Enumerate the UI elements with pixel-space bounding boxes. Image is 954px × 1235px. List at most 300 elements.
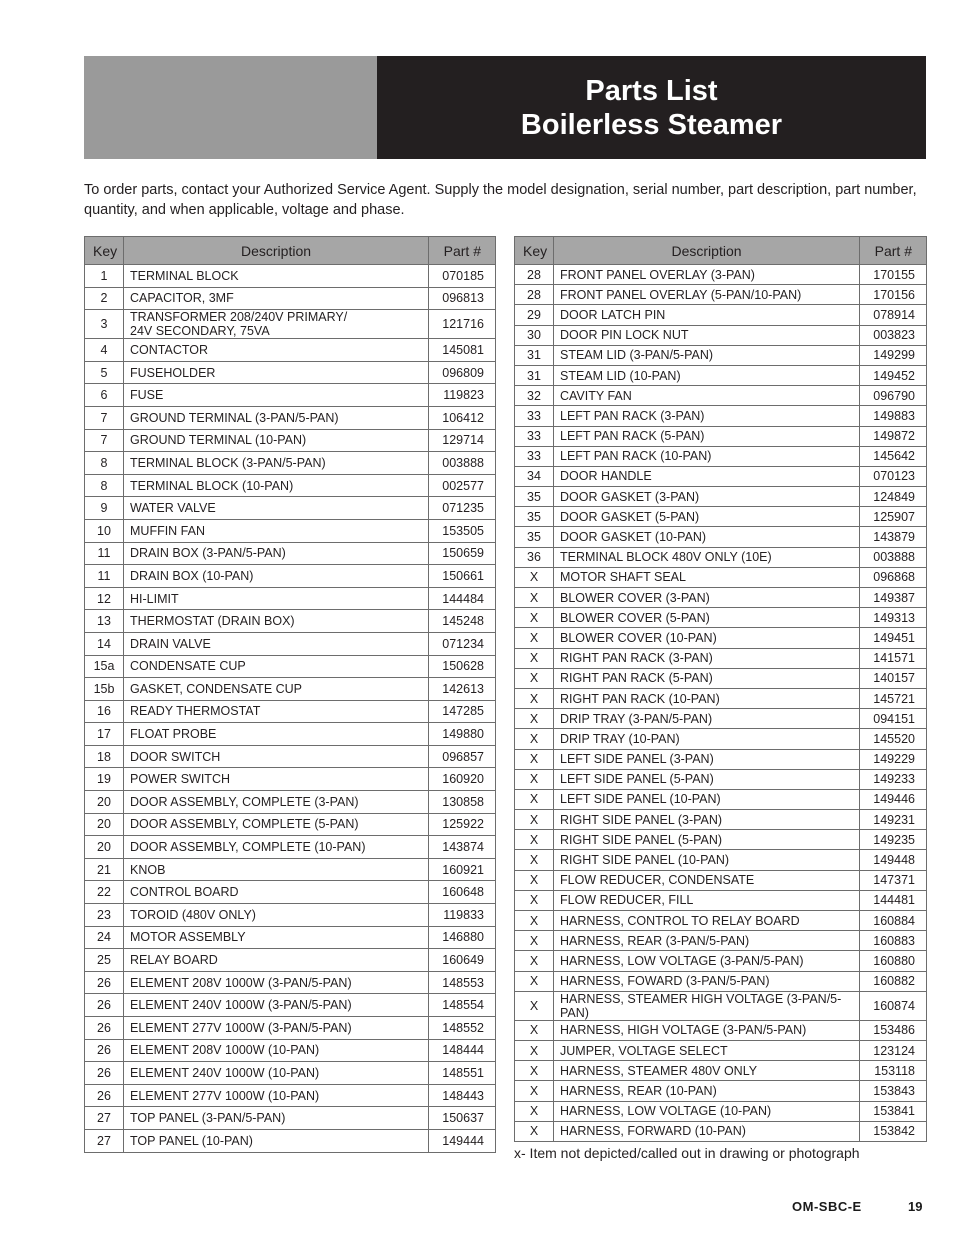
part-number: 124849 (860, 487, 927, 507)
table-row (515, 668, 927, 688)
table-row (85, 452, 496, 475)
part-description: TOP PANEL (10-PAN) (124, 1129, 429, 1152)
part-description: DRIP TRAY (10-PAN) (554, 729, 860, 749)
part-key: 36 (515, 547, 554, 567)
part-key: 7 (85, 429, 124, 452)
table-row (515, 709, 927, 729)
part-description: ELEMENT 208V 1000W (3-PAN/5-PAN) (124, 971, 429, 994)
table-row (515, 608, 927, 628)
header-title-block (377, 56, 926, 159)
part-description: MOTOR ASSEMBLY (124, 926, 429, 949)
table-row (515, 1020, 927, 1040)
part-description: FRONT PANEL OVERLAY (3-PAN) (554, 265, 860, 285)
table-row (85, 813, 496, 836)
table-row (85, 904, 496, 927)
part-description: GASKET, CONDENSATE CUP (124, 678, 429, 701)
part-number: 160874 (860, 991, 927, 1020)
part-number: 149229 (860, 749, 927, 769)
part-key: 33 (515, 426, 554, 446)
part-key: X (515, 648, 554, 668)
part-key: 35 (515, 487, 554, 507)
part-key: 10 (85, 519, 124, 542)
part-number: 150659 (429, 542, 496, 565)
part-number: 125907 (860, 507, 927, 527)
table-row (515, 688, 927, 708)
part-number: 153842 (860, 1121, 927, 1141)
part-description: TERMINAL BLOCK (3-PAN/5-PAN) (124, 452, 429, 475)
part-description: KNOB (124, 858, 429, 881)
part-description: LEFT SIDE PANEL (10-PAN) (554, 789, 860, 809)
part-number: 145520 (860, 729, 927, 749)
part-key: 11 (85, 542, 124, 565)
part-description: CAPACITOR, 3MF (124, 287, 429, 310)
table-row (85, 384, 496, 407)
part-key: X (515, 1040, 554, 1060)
part-description: DOOR GASKET (10-PAN) (554, 527, 860, 547)
part-description: LEFT SIDE PANEL (5-PAN) (554, 769, 860, 789)
table-row (515, 567, 927, 587)
table-row (515, 971, 927, 991)
part-number: 003888 (429, 452, 496, 475)
part-key: X (515, 810, 554, 830)
part-description: TERMINAL BLOCK (124, 265, 429, 288)
table-row (515, 325, 927, 345)
part-key: 33 (515, 406, 554, 426)
part-key: 26 (85, 1084, 124, 1107)
part-description: JUMPER, VOLTAGE SELECT (554, 1040, 860, 1060)
part-description: DOOR ASSEMBLY, COMPLETE (3-PAN) (124, 791, 429, 814)
part-description: HARNESS, REAR (3-PAN/5-PAN) (554, 931, 860, 951)
part-key: 35 (515, 507, 554, 527)
part-number: 149231 (860, 810, 927, 830)
table-row (515, 345, 927, 365)
part-key: X (515, 628, 554, 648)
part-number: 153505 (429, 519, 496, 542)
part-key: 3 (85, 310, 124, 339)
table-row (85, 565, 496, 588)
table-row (85, 926, 496, 949)
part-description: FLOAT PROBE (124, 723, 429, 746)
part-key: 26 (85, 1062, 124, 1085)
part-number: 096790 (860, 386, 927, 406)
part-key: 23 (85, 904, 124, 927)
part-description: DRAIN BOX (10-PAN) (124, 565, 429, 588)
table-row (515, 547, 927, 567)
part-number: 147371 (860, 870, 927, 890)
footnote: x- Item not depicted/called out in drawing or photograph (514, 1145, 860, 1161)
part-key: 20 (85, 836, 124, 859)
part-key: 29 (515, 305, 554, 325)
part-number: 149444 (429, 1129, 496, 1152)
part-key: X (515, 749, 554, 769)
table-row (515, 285, 927, 305)
part-description: DOOR GASKET (3-PAN) (554, 487, 860, 507)
part-description: HARNESS, STEAMER 480V ONLY (554, 1061, 860, 1081)
table-row (515, 1081, 927, 1101)
part-description: HARNESS, LOW VOLTAGE (10-PAN) (554, 1101, 860, 1121)
part-description: HARNESS, REAR (10-PAN) (554, 1081, 860, 1101)
table-row (515, 870, 927, 890)
part-number: 153486 (860, 1020, 927, 1040)
part-description: DOOR GASKET (5-PAN) (554, 507, 860, 527)
part-number: 149313 (860, 608, 927, 628)
part-key: 5 (85, 361, 124, 384)
table-row (85, 1084, 496, 1107)
part-description: FUSE (124, 384, 429, 407)
part-number: 071234 (429, 632, 496, 655)
part-description: TOROID (480V ONLY) (124, 904, 429, 927)
table-row (515, 426, 927, 446)
part-number: 160882 (860, 971, 927, 991)
part-description: RIGHT PAN RACK (10-PAN) (554, 688, 860, 708)
part-number: 153118 (860, 1061, 927, 1081)
part-number: 145081 (429, 339, 496, 362)
part-description: LEFT PAN RACK (5-PAN) (554, 426, 860, 446)
part-key: X (515, 1101, 554, 1121)
table-row (85, 287, 496, 310)
part-key: X (515, 931, 554, 951)
table-row (515, 850, 927, 870)
part-number: 149883 (860, 406, 927, 426)
part-key: 12 (85, 587, 124, 610)
part-description: DOOR HANDLE (554, 466, 860, 486)
table-row (85, 1039, 496, 1062)
table-row (85, 791, 496, 814)
table-row (515, 446, 927, 466)
part-number: 160649 (429, 949, 496, 972)
table-row (515, 406, 927, 426)
part-number: 140157 (860, 668, 927, 688)
part-number: 106412 (429, 406, 496, 429)
table-row (85, 745, 496, 768)
column-header-part: Part # (860, 237, 927, 265)
header-gray-block (84, 56, 377, 159)
part-number: 150661 (429, 565, 496, 588)
part-number: 002577 (429, 474, 496, 497)
part-number: 145721 (860, 688, 927, 708)
part-description: LEFT PAN RACK (3-PAN) (554, 406, 860, 426)
part-description: POWER SWITCH (124, 768, 429, 791)
table-row (85, 1129, 496, 1152)
part-description: DRAIN BOX (3-PAN/5-PAN) (124, 542, 429, 565)
part-description: DOOR ASSEMBLY, COMPLETE (10-PAN) (124, 836, 429, 859)
part-description: HARNESS, HIGH VOLTAGE (3-PAN/5-PAN) (554, 1020, 860, 1040)
part-description: WATER VALVE (124, 497, 429, 520)
column-header-description: Description (554, 237, 860, 265)
table-row (85, 971, 496, 994)
part-key: 27 (85, 1107, 124, 1130)
part-description: FUSEHOLDER (124, 361, 429, 384)
table-row (515, 588, 927, 608)
part-key: X (515, 911, 554, 931)
part-number: 148444 (429, 1039, 496, 1062)
part-description: DOOR ASSEMBLY, COMPLETE (5-PAN) (124, 813, 429, 836)
part-description: ELEMENT 208V 1000W (10-PAN) (124, 1039, 429, 1062)
part-key: 18 (85, 745, 124, 768)
part-number: 145248 (429, 610, 496, 633)
table-row (515, 1040, 927, 1060)
part-description: CONTROL BOARD (124, 881, 429, 904)
part-key: X (515, 951, 554, 971)
page-number: 19 (908, 1199, 923, 1214)
part-description: BLOWER COVER (5-PAN) (554, 608, 860, 628)
part-description: RELAY BOARD (124, 949, 429, 972)
part-description: ELEMENT 277V 1000W (10-PAN) (124, 1084, 429, 1107)
table-row (85, 587, 496, 610)
part-number: 149387 (860, 588, 927, 608)
part-number: 160880 (860, 951, 927, 971)
page-title-line1: Parts List (585, 74, 718, 107)
part-number: 148554 (429, 994, 496, 1017)
part-key: 20 (85, 813, 124, 836)
table-row (515, 507, 927, 527)
part-description: FLOW REDUCER, FILL (554, 890, 860, 910)
part-key: 26 (85, 994, 124, 1017)
part-number: 121716 (429, 310, 496, 339)
table-row (85, 361, 496, 384)
part-key: X (515, 729, 554, 749)
table-header-row (515, 237, 927, 265)
part-description: TERMINAL BLOCK 480V ONLY (10E) (554, 547, 860, 567)
part-number: 119833 (429, 904, 496, 927)
part-key: X (515, 870, 554, 890)
table-row (85, 1107, 496, 1130)
part-description: RIGHT SIDE PANEL (10-PAN) (554, 850, 860, 870)
part-number: 149451 (860, 628, 927, 648)
part-key: 26 (85, 1039, 124, 1062)
part-description: READY THERMOSTAT (124, 700, 429, 723)
part-key: 1 (85, 265, 124, 288)
part-number: 071235 (429, 497, 496, 520)
parts-table-right (514, 236, 927, 1142)
part-description: CAVITY FAN (554, 386, 860, 406)
part-number: 153843 (860, 1081, 927, 1101)
part-description: LEFT SIDE PANEL (3-PAN) (554, 749, 860, 769)
table-row (515, 1061, 927, 1081)
table-row (85, 678, 496, 701)
part-number: 149299 (860, 345, 927, 365)
parts-table-left (84, 236, 496, 1153)
part-key: 6 (85, 384, 124, 407)
table-row (515, 305, 927, 325)
part-description: CONDENSATE CUP (124, 655, 429, 678)
part-key: 26 (85, 1017, 124, 1040)
part-key: X (515, 709, 554, 729)
page-header (84, 56, 926, 159)
part-key: X (515, 608, 554, 628)
part-description: HARNESS, STEAMER HIGH VOLTAGE (3-PAN/5-PAN) (554, 991, 860, 1020)
part-description: MUFFIN FAN (124, 519, 429, 542)
table-row (515, 911, 927, 931)
part-number: 119823 (429, 384, 496, 407)
part-key: 30 (515, 325, 554, 345)
part-number: 096868 (860, 567, 927, 587)
part-number: 141571 (860, 648, 927, 668)
part-number: 143874 (429, 836, 496, 859)
part-key: 2 (85, 287, 124, 310)
part-description: HARNESS, FOWARD (3-PAN/5-PAN) (554, 971, 860, 991)
part-description: CONTACTOR (124, 339, 429, 362)
table-row (85, 858, 496, 881)
part-number: 123124 (860, 1040, 927, 1060)
part-description: DOOR LATCH PIN (554, 305, 860, 325)
table-row (515, 991, 927, 1020)
part-description: THERMOSTAT (DRAIN BOX) (124, 610, 429, 633)
table-row (515, 487, 927, 507)
part-key: 32 (515, 386, 554, 406)
part-description: TERMINAL BLOCK (10-PAN) (124, 474, 429, 497)
table-row (515, 527, 927, 547)
intro-paragraph: To order parts, contact your Authorized Service Agent. Supply the model designation, serial number, part description, part number, quantity, and when applicable, voltage and phase. (84, 182, 917, 218)
part-number: 142613 (429, 678, 496, 701)
part-key: 4 (85, 339, 124, 362)
part-description: ELEMENT 240V 1000W (10-PAN) (124, 1062, 429, 1085)
table-row (515, 365, 927, 385)
table-row (85, 1017, 496, 1040)
part-description: FRONT PANEL OVERLAY (5-PAN/10-PAN) (554, 285, 860, 305)
part-key: X (515, 890, 554, 910)
part-description: LEFT PAN RACK (10-PAN) (554, 446, 860, 466)
part-description: DOOR SWITCH (124, 745, 429, 768)
part-key: X (515, 668, 554, 688)
part-description: STEAM LID (10-PAN) (554, 365, 860, 385)
part-description: TOP PANEL (3-PAN/5-PAN) (124, 1107, 429, 1130)
part-key: X (515, 789, 554, 809)
part-number: 149872 (860, 426, 927, 446)
part-description: DRIP TRAY (3-PAN/5-PAN) (554, 709, 860, 729)
part-description: HI-LIMIT (124, 587, 429, 610)
part-description: RIGHT SIDE PANEL (5-PAN) (554, 830, 860, 850)
table-header-row (85, 237, 496, 265)
table-row (85, 429, 496, 452)
table-row (85, 994, 496, 1017)
table-row (85, 339, 496, 362)
table-row (515, 628, 927, 648)
part-key: 31 (515, 365, 554, 385)
table-row (515, 648, 927, 668)
part-key: 35 (515, 527, 554, 547)
part-number: 153841 (860, 1101, 927, 1121)
table-row (85, 768, 496, 791)
part-number: 149446 (860, 789, 927, 809)
part-key: 17 (85, 723, 124, 746)
part-number: 148551 (429, 1062, 496, 1085)
part-number: 078914 (860, 305, 927, 325)
part-key: X (515, 1081, 554, 1101)
part-number: 170155 (860, 265, 927, 285)
table-row (85, 1062, 496, 1085)
part-key: 26 (85, 971, 124, 994)
part-number: 149448 (860, 850, 927, 870)
part-key: 8 (85, 452, 124, 475)
part-key: 27 (85, 1129, 124, 1152)
part-number: 096813 (429, 287, 496, 310)
part-key: X (515, 1020, 554, 1040)
part-description: DRAIN VALVE (124, 632, 429, 655)
column-header-key: Key (85, 237, 124, 265)
part-description: HARNESS, CONTROL TO RELAY BOARD (554, 911, 860, 931)
table-row (515, 749, 927, 769)
part-key: 28 (515, 265, 554, 285)
part-number: 149235 (860, 830, 927, 850)
part-key: 15b (85, 678, 124, 701)
table-row (85, 265, 496, 288)
part-number: 070185 (429, 265, 496, 288)
part-number: 149233 (860, 769, 927, 789)
part-key: 21 (85, 858, 124, 881)
part-key: 20 (85, 791, 124, 814)
part-key: X (515, 1061, 554, 1081)
part-description: RIGHT PAN RACK (5-PAN) (554, 668, 860, 688)
part-key: 22 (85, 881, 124, 904)
part-description: RIGHT PAN RACK (3-PAN) (554, 648, 860, 668)
column-header-description: Description (124, 237, 429, 265)
part-key: X (515, 1121, 554, 1141)
table-row (85, 497, 496, 520)
table-row (515, 890, 927, 910)
part-key: X (515, 688, 554, 708)
part-number: 003888 (860, 547, 927, 567)
table-row (515, 769, 927, 789)
table-row (85, 610, 496, 633)
part-number: 150628 (429, 655, 496, 678)
part-number: 148552 (429, 1017, 496, 1040)
part-key: X (515, 567, 554, 587)
part-key: 34 (515, 466, 554, 486)
part-key: 13 (85, 610, 124, 633)
part-number: 147285 (429, 700, 496, 723)
part-key: 8 (85, 474, 124, 497)
part-number: 145642 (860, 446, 927, 466)
part-key: 28 (515, 285, 554, 305)
part-description: STEAM LID (3-PAN/5-PAN) (554, 345, 860, 365)
table-row (515, 729, 927, 749)
part-key: X (515, 830, 554, 850)
part-key: 16 (85, 700, 124, 723)
part-key: 7 (85, 406, 124, 429)
part-description: BLOWER COVER (10-PAN) (554, 628, 860, 648)
table-row (515, 931, 927, 951)
part-number: 149452 (860, 365, 927, 385)
table-row (515, 810, 927, 830)
table-row (515, 830, 927, 850)
part-number: 003823 (860, 325, 927, 345)
part-number: 070123 (860, 466, 927, 486)
part-number: 148443 (429, 1084, 496, 1107)
table-row (85, 519, 496, 542)
part-number: 143879 (860, 527, 927, 547)
part-key: 19 (85, 768, 124, 791)
part-description: RIGHT SIDE PANEL (3-PAN) (554, 810, 860, 830)
part-number: 129714 (429, 429, 496, 452)
part-key: 9 (85, 497, 124, 520)
part-key: 24 (85, 926, 124, 949)
table-row (515, 1101, 927, 1121)
table-row (85, 406, 496, 429)
part-description: MOTOR SHAFT SEAL (554, 567, 860, 587)
part-number: 160921 (429, 858, 496, 881)
page-title-line2: Boilerless Steamer (520, 108, 783, 141)
table-row (85, 474, 496, 497)
part-number: 160648 (429, 881, 496, 904)
part-number: 130858 (429, 791, 496, 814)
part-description: GROUND TERMINAL (3-PAN/5-PAN) (124, 406, 429, 429)
part-key: 15a (85, 655, 124, 678)
part-number: 160883 (860, 931, 927, 951)
part-description: ELEMENT 277V 1000W (3-PAN/5-PAN) (124, 1017, 429, 1040)
part-description: ELEMENT 240V 1000W (3-PAN/5-PAN) (124, 994, 429, 1017)
table-row (85, 700, 496, 723)
